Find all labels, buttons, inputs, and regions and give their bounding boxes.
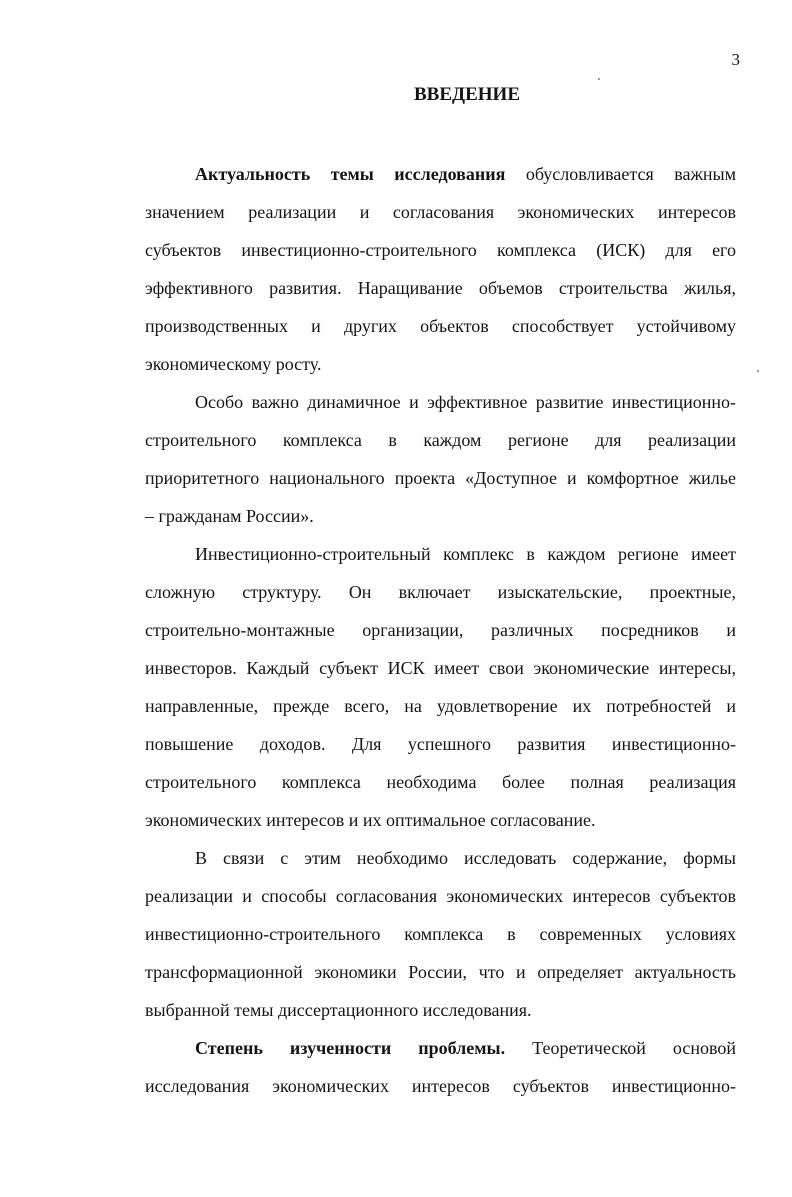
paragraph xyxy=(145,839,736,1029)
text-line xyxy=(145,915,736,953)
document-body xyxy=(145,155,736,1105)
line-text: инвесторов. Каждый субъект ИСК имеет свои экономические интересы, xyxy=(145,658,736,678)
line-text: субъектов инвестиционно-строительного комплекса (ИСК) для его xyxy=(145,240,736,260)
text-line xyxy=(145,1029,736,1067)
line-text: значением реализации и согласования экономических интересов xyxy=(145,202,736,222)
line-text: В связи с этим необходимо исследовать содержание, формы xyxy=(195,848,736,868)
line-text: строительного комплекса в каждом регионе для реализации xyxy=(145,430,736,450)
line-text: – гражданам России». xyxy=(145,506,314,526)
paragraph xyxy=(145,535,736,839)
text-line xyxy=(145,155,736,193)
line-text: строительно-монтажные организации, различных посредников и xyxy=(145,620,736,640)
line-text: повышение доходов. Для успешного развития инвестиционно- xyxy=(145,734,736,754)
scan-speck xyxy=(757,370,759,372)
line-text: сложную структуру. Он включает изыскательские, проектные, xyxy=(145,582,736,602)
text-line xyxy=(145,535,736,573)
text-line xyxy=(145,953,736,991)
line-text: Особо важно динамичное и эффективное развитие инвестиционно- xyxy=(195,392,736,412)
line-text: обусловливается важным xyxy=(505,164,736,184)
text-line xyxy=(145,801,736,839)
line-text: выбранной темы диссертационного исследования. xyxy=(145,1000,532,1020)
line-text: производственных и других объектов способствует устойчивому xyxy=(145,316,736,336)
text-line xyxy=(145,383,736,421)
line-text: направленные, прежде всего, на удовлетворение их потребностей и xyxy=(145,696,736,716)
line-text: исследования экономических интересов субъектов инвестиционно- xyxy=(145,1076,736,1096)
text-line xyxy=(145,1067,736,1105)
line-text: строительного комплекса необходима более полная реализация xyxy=(145,772,736,792)
text-line xyxy=(145,459,736,497)
text-line xyxy=(145,839,736,877)
line-text: Инвестиционно-строительный комплекс в каждом регионе имеет xyxy=(195,544,736,564)
text-line xyxy=(145,421,736,459)
scan-speck xyxy=(598,78,600,80)
text-line xyxy=(145,991,736,1029)
paragraph xyxy=(145,155,736,383)
paragraph xyxy=(145,1029,736,1105)
text-line xyxy=(145,725,736,763)
line-text: трансформационной экономики России, что и определяет актуальность xyxy=(145,962,736,982)
text-line xyxy=(145,687,736,725)
text-line xyxy=(145,763,736,801)
text-line xyxy=(145,193,736,231)
page-number: 3 xyxy=(731,50,740,69)
paragraph xyxy=(145,383,736,535)
text-line xyxy=(145,497,736,535)
bold-lead: Актуальность темы исследования xyxy=(195,164,506,184)
line-text: инвестиционно-строительного комплекса в современных условиях xyxy=(145,924,736,944)
bold-lead: Степень изученности проблемы. xyxy=(195,1038,506,1058)
section-title: ВВЕДЕНИЕ xyxy=(414,84,520,105)
line-text: экономическому росту. xyxy=(145,354,322,374)
line-text: эффективного развития. Наращивание объемов строительства жилья, xyxy=(145,278,736,298)
text-line xyxy=(145,649,736,687)
text-line xyxy=(145,573,736,611)
text-line xyxy=(145,269,736,307)
text-line xyxy=(145,345,736,383)
text-line xyxy=(145,611,736,649)
text-line xyxy=(145,877,736,915)
line-text: экономических интересов и их оптимальное согласование. xyxy=(145,810,596,830)
text-line xyxy=(145,231,736,269)
text-line xyxy=(145,307,736,345)
line-text: Теоретической основой xyxy=(505,1038,736,1058)
line-text: реализации и способы согласования экономических интересов субъектов xyxy=(145,886,736,906)
line-text: приоритетного национального проекта «Доступное и комфортное жилье xyxy=(145,468,736,488)
